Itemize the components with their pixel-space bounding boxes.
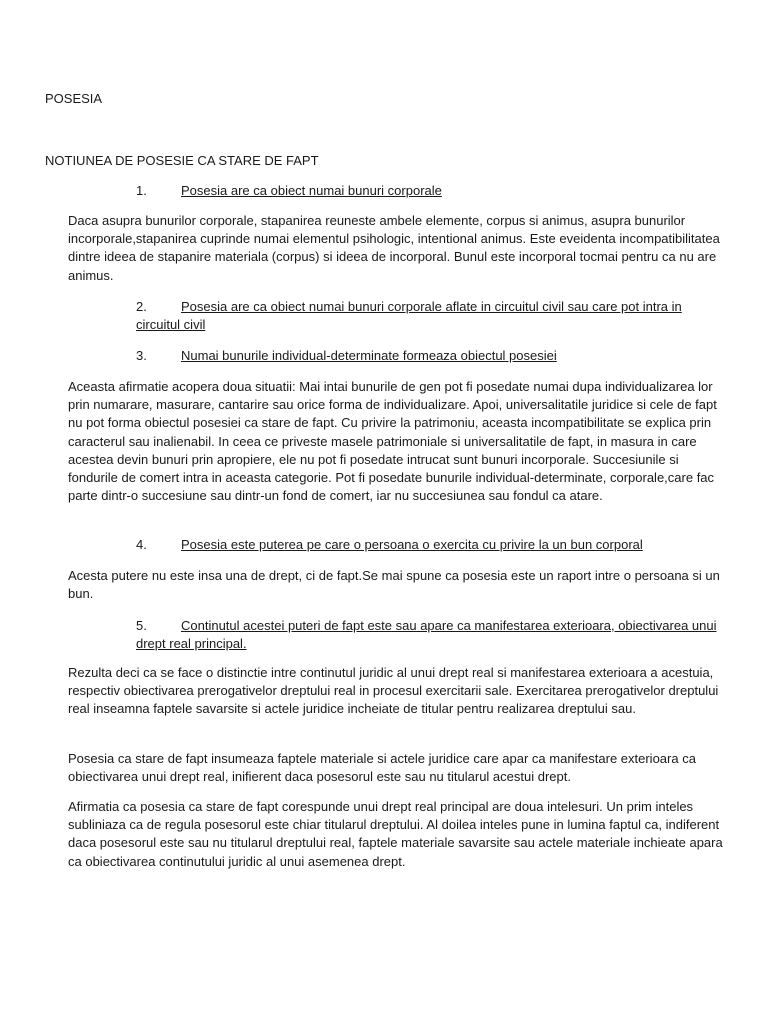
section-heading: NOTIUNEA DE POSESIE CA STARE DE FAPT	[45, 153, 319, 168]
list-item-1	[136, 182, 726, 200]
document-title: POSESIA	[45, 91, 103, 106]
paragraph-4: Rezulta deci ca se face o distinctie intre continutul juridic al unui drept real si manifestarea exterioara a acestuia, respectiv obiectivarea prerogativelor dreptului real in procesul exercitarii sale. Exercitarea prerogativelor dreptului real inseamna faptele savarsite si actele juridice incheiate de titular pentru realizarea dreptului sau.	[68, 665, 719, 717]
list-item-5	[136, 617, 726, 653]
paragraph-6: Afirmatia ca posesia ca stare de fapt corespunde unui drept real principal are doua intelesuri. Un prim inteles subliniaza ca de regula posesorul este chiar titularul dreptului. Al doilea inteles pune in lumina faptul ca, indiferent daca posesorul este sau nu titularul dreptului real, faptele materiale savarsite sau actele materiale inchieate apara ca obiectivarea continutului juridic al unui asemenea drept.	[68, 799, 723, 869]
list-item-4	[136, 536, 726, 554]
list-item-number: 1.	[136, 183, 147, 198]
list-item-title: Continutul acestei puteri de fapt este sau apare ca manifestarea exterioara, obiectivarea unui drept real principal.	[136, 618, 717, 651]
list-item-number: 2.	[136, 299, 147, 314]
paragraph-1: Daca asupra bunurilor corporale, stapanirea reuneste ambele elemente, corpus si animus, asupra bunurilor incorporale,stapanirea cuprinde numai elementul psihologic, intentional animus. Este eveidenta incompatibilitatea dintre ideea de stapanire materiala (corpus) si ideea de incorporal. Bunul este incorporal tocmai pentru ca nu are animus.	[68, 213, 720, 283]
paragraph-3: Acesta putere nu este insa una de drept, ci de fapt.Se mai spune ca posesia este un raport intre o persoana si un bun.	[68, 568, 720, 602]
list-item-title: Numai bunurile individual-determinate formeaza obiectul posesiei	[181, 348, 557, 363]
list-item-3	[136, 347, 726, 365]
paragraph-2: Aceasta afirmatie acopera doua situatii: Mai intai bunurile de gen pot fi posedate numai dupa individualizarea lor prin numarare, masurare, cantarire sau orice forma de individualizare. Apoi, universalitatile juridice si cele de fapt nu pot forma obiectul posesiei ca stare de fapt. Cu privire la patrimoniu, aceasta incompatibilitate se explica prin caracterul sau inalienabil. In ceea ce priveste masele patrimoniale si universalitatile de fapt, in masura in care acestea devin bunuri prin apropiere, ele nu pot fi posedate intrucat sunt bunuri incorporale. Succesiunile si fondurile de comert intra in aceasta categorie. Pot fi posedate bunurile individual-determinate, corporale,care fac parte dintr-o succesiune sau dintr-un fond de comert, iar nu succesiunea sau fondul ca atare.	[68, 379, 717, 504]
paragraph-5: Posesia ca stare de fapt insumeaza faptele materiale si actele juridice care apar ca manifestare exterioara ca obiectivarea unui drept real, inifierent daca posesorul este sau nu titularul acestui drept.	[68, 751, 696, 785]
list-item-title: Posesia are ca obiect numai bunuri corporale	[181, 183, 442, 198]
list-item-title: Posesia are ca obiect numai bunuri corporale aflate in circuitul civil sau care pot intra in circuitul civil	[136, 299, 682, 332]
list-item-number: 3.	[136, 348, 147, 363]
list-item-title: Posesia este puterea pe care o persoana o exercita cu privire la un bun corporal	[181, 537, 643, 552]
list-item-number: 5.	[136, 618, 147, 633]
list-item-2	[136, 298, 726, 334]
list-item-number: 4.	[136, 537, 147, 552]
